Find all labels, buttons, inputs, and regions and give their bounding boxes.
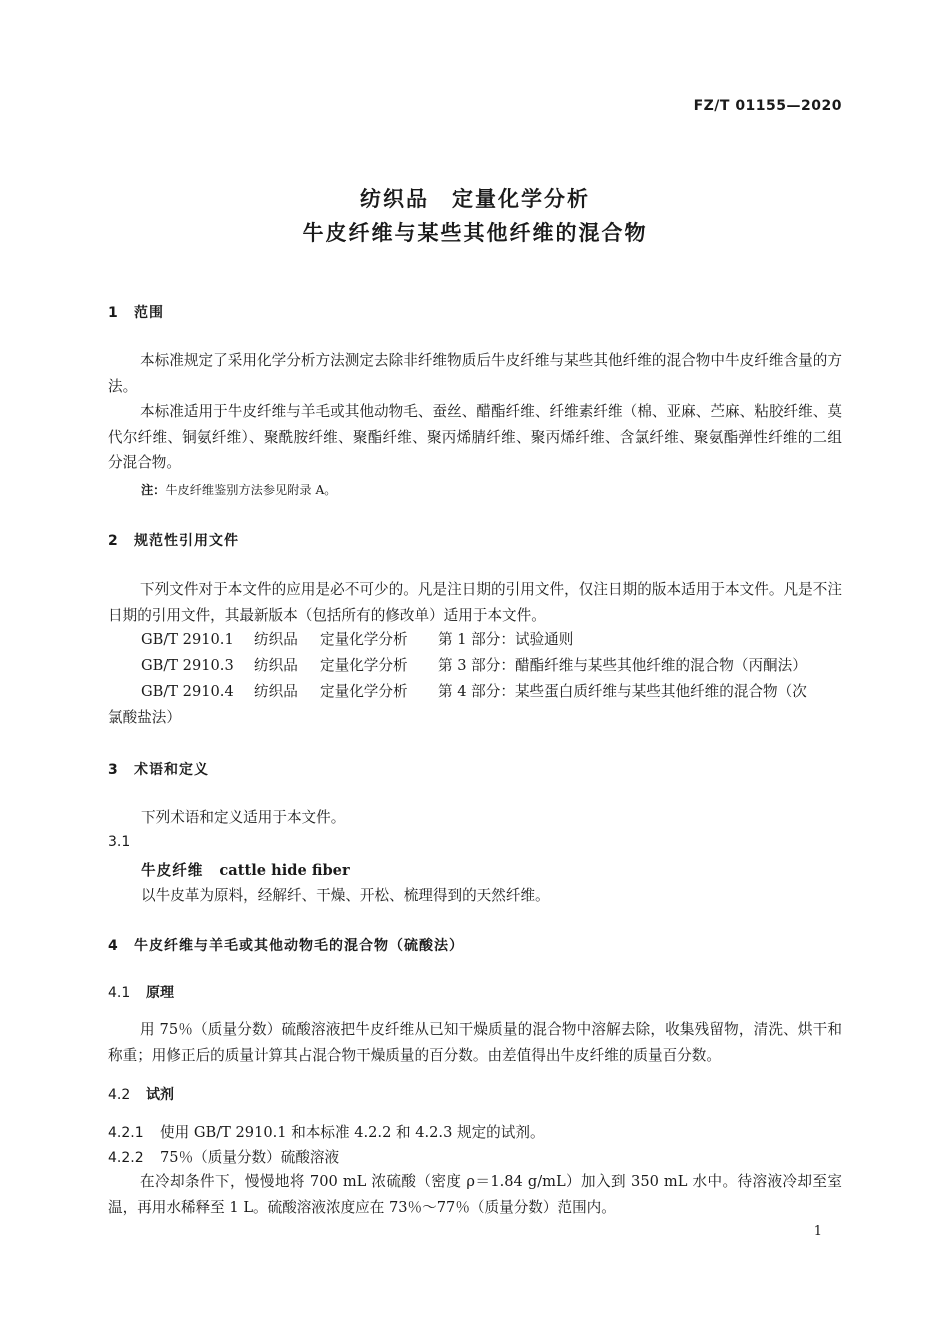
section-1-note bbox=[141, 481, 337, 498]
clause-4-2-2-paragraph: 在冷却条件下，慢慢地将 700 mL 浓硫酸（密度 ρ＝1.84 g/mL）加入到 350 mL 水中。待溶液冷却至室温，再用水稀释至 1 L。硫酸溶液浓度应在 73％～77％（质量分数）范围内。 bbox=[108, 1173, 842, 1216]
reference-field: 纺织品 bbox=[254, 683, 298, 700]
section-title: 术语和定义 bbox=[134, 762, 209, 778]
section-number: 1 bbox=[108, 305, 119, 321]
section-number: 2 bbox=[108, 533, 119, 549]
reference-topic: 定量化学分析 bbox=[320, 683, 408, 700]
clause-4-1-paragraph: 用 75％（质量分数）硫酸溶液把牛皮纤维从已知干燥质量的混合物中溶解去除，收集残留物，清洗、烘干和称重；用修正后的质量计算其占混合物干燥质量的百分数。由差值得出牛皮纤维的质量百分数。 bbox=[108, 1021, 842, 1064]
reference-code: GB/T 2910.3 bbox=[141, 657, 234, 674]
term-definition: 以牛皮革为原料，经解纤、干燥、开松、梳理得到的天然纤维。 bbox=[141, 887, 550, 904]
clause-number: 4.2 bbox=[108, 1087, 131, 1103]
reference-part: 第 3 部分：醋酯纤维与某些其他纤维的混合物（丙酮法） bbox=[438, 657, 807, 674]
term-chinese: 牛皮纤维 bbox=[141, 862, 204, 879]
clause-number: 4.2.2 bbox=[108, 1150, 144, 1166]
standard-code: FZ/T 01155—2020 bbox=[693, 98, 842, 114]
document-title-line1: 纺织品 定量化学分析 bbox=[360, 187, 590, 211]
section-number: 4 bbox=[108, 938, 119, 954]
term-heading bbox=[141, 859, 350, 880]
reference-topic: 定量化学分析 bbox=[320, 631, 408, 648]
reference-field: 纺织品 bbox=[254, 657, 298, 674]
clause-4-2-1 bbox=[108, 1121, 545, 1142]
section-1-heading bbox=[108, 302, 164, 322]
section-1-paragraph-1: 本标准规定了采用化学分析方法测定去除非纤维物质后牛皮纤维与某些其他纤维的混合物中牛皮纤维含量的方法。 bbox=[108, 352, 842, 395]
section-1-paragraph-2: 本标准适用于牛皮纤维与羊毛或其他动物毛、蚕丝、醋酯纤维、纤维素纤维（棉、亚麻、苎麻、粘胶纤维、莫代尔纤维、铜氨纤维）、聚酰胺纤维、聚酯纤维、聚丙烯腈纤维、聚丙烯纤维、含氯纤维、聚氨酯弹性纤维的二组分混合物。 bbox=[108, 403, 842, 471]
clause-text: 75％（质量分数）硫酸溶液 bbox=[160, 1149, 340, 1166]
clause-4-2-heading bbox=[108, 1084, 174, 1104]
page-number: 1 bbox=[813, 1224, 822, 1239]
reference-item bbox=[141, 680, 807, 701]
clause-number: 4.1 bbox=[108, 985, 131, 1001]
clause-4-2-2 bbox=[108, 1146, 339, 1167]
section-title: 牛皮纤维与羊毛或其他动物毛的混合物（硫酸法） bbox=[134, 938, 464, 954]
section-3-paragraph-1: 下列术语和定义适用于本文件。 bbox=[141, 809, 346, 826]
term-number: 3.1 bbox=[108, 834, 131, 850]
clause-title: 原理 bbox=[146, 985, 174, 1001]
note-text: 牛皮纤维鉴别方法参见附录 A。 bbox=[165, 483, 337, 497]
reference-item bbox=[141, 628, 573, 649]
section-number: 3 bbox=[108, 762, 119, 778]
reference-part: 第 4 部分：某些蛋白质纤维与某些其他纤维的混合物（次 bbox=[438, 683, 807, 700]
reference-continuation: 氯酸盐法） bbox=[108, 709, 181, 726]
section-2-heading bbox=[108, 530, 239, 550]
clause-title: 试剂 bbox=[146, 1087, 174, 1103]
clause-text: 使用 GB/T 2910.1 和本标准 4.2.2 和 4.2.3 规定的试剂。 bbox=[160, 1124, 545, 1141]
reference-code: GB/T 2910.4 bbox=[141, 683, 234, 700]
section-4-heading bbox=[108, 935, 464, 955]
term-english: cattle hide fiber bbox=[219, 862, 350, 879]
reference-field: 纺织品 bbox=[254, 631, 298, 648]
section-2-paragraph-1: 下列文件对于本文件的应用是必不可少的。凡是注日期的引用文件，仅注日期的版本适用于本文件。凡是不注日期的引用文件，其最新版本（包括所有的修改单）适用于本文件。 bbox=[108, 581, 842, 624]
reference-code: GB/T 2910.1 bbox=[141, 631, 234, 648]
reference-topic: 定量化学分析 bbox=[320, 657, 408, 674]
section-title: 规范性引用文件 bbox=[134, 533, 239, 549]
reference-item bbox=[141, 654, 807, 675]
note-label: 注： bbox=[141, 483, 166, 497]
section-3-heading bbox=[108, 759, 209, 779]
reference-part: 第 1 部分：试验通则 bbox=[438, 631, 574, 648]
section-title: 范围 bbox=[134, 305, 164, 321]
clause-4-1-heading bbox=[108, 982, 174, 1002]
document-title-line2: 牛皮纤维与某些其他纤维的混合物 bbox=[302, 221, 648, 245]
clause-number: 4.2.1 bbox=[108, 1125, 144, 1141]
